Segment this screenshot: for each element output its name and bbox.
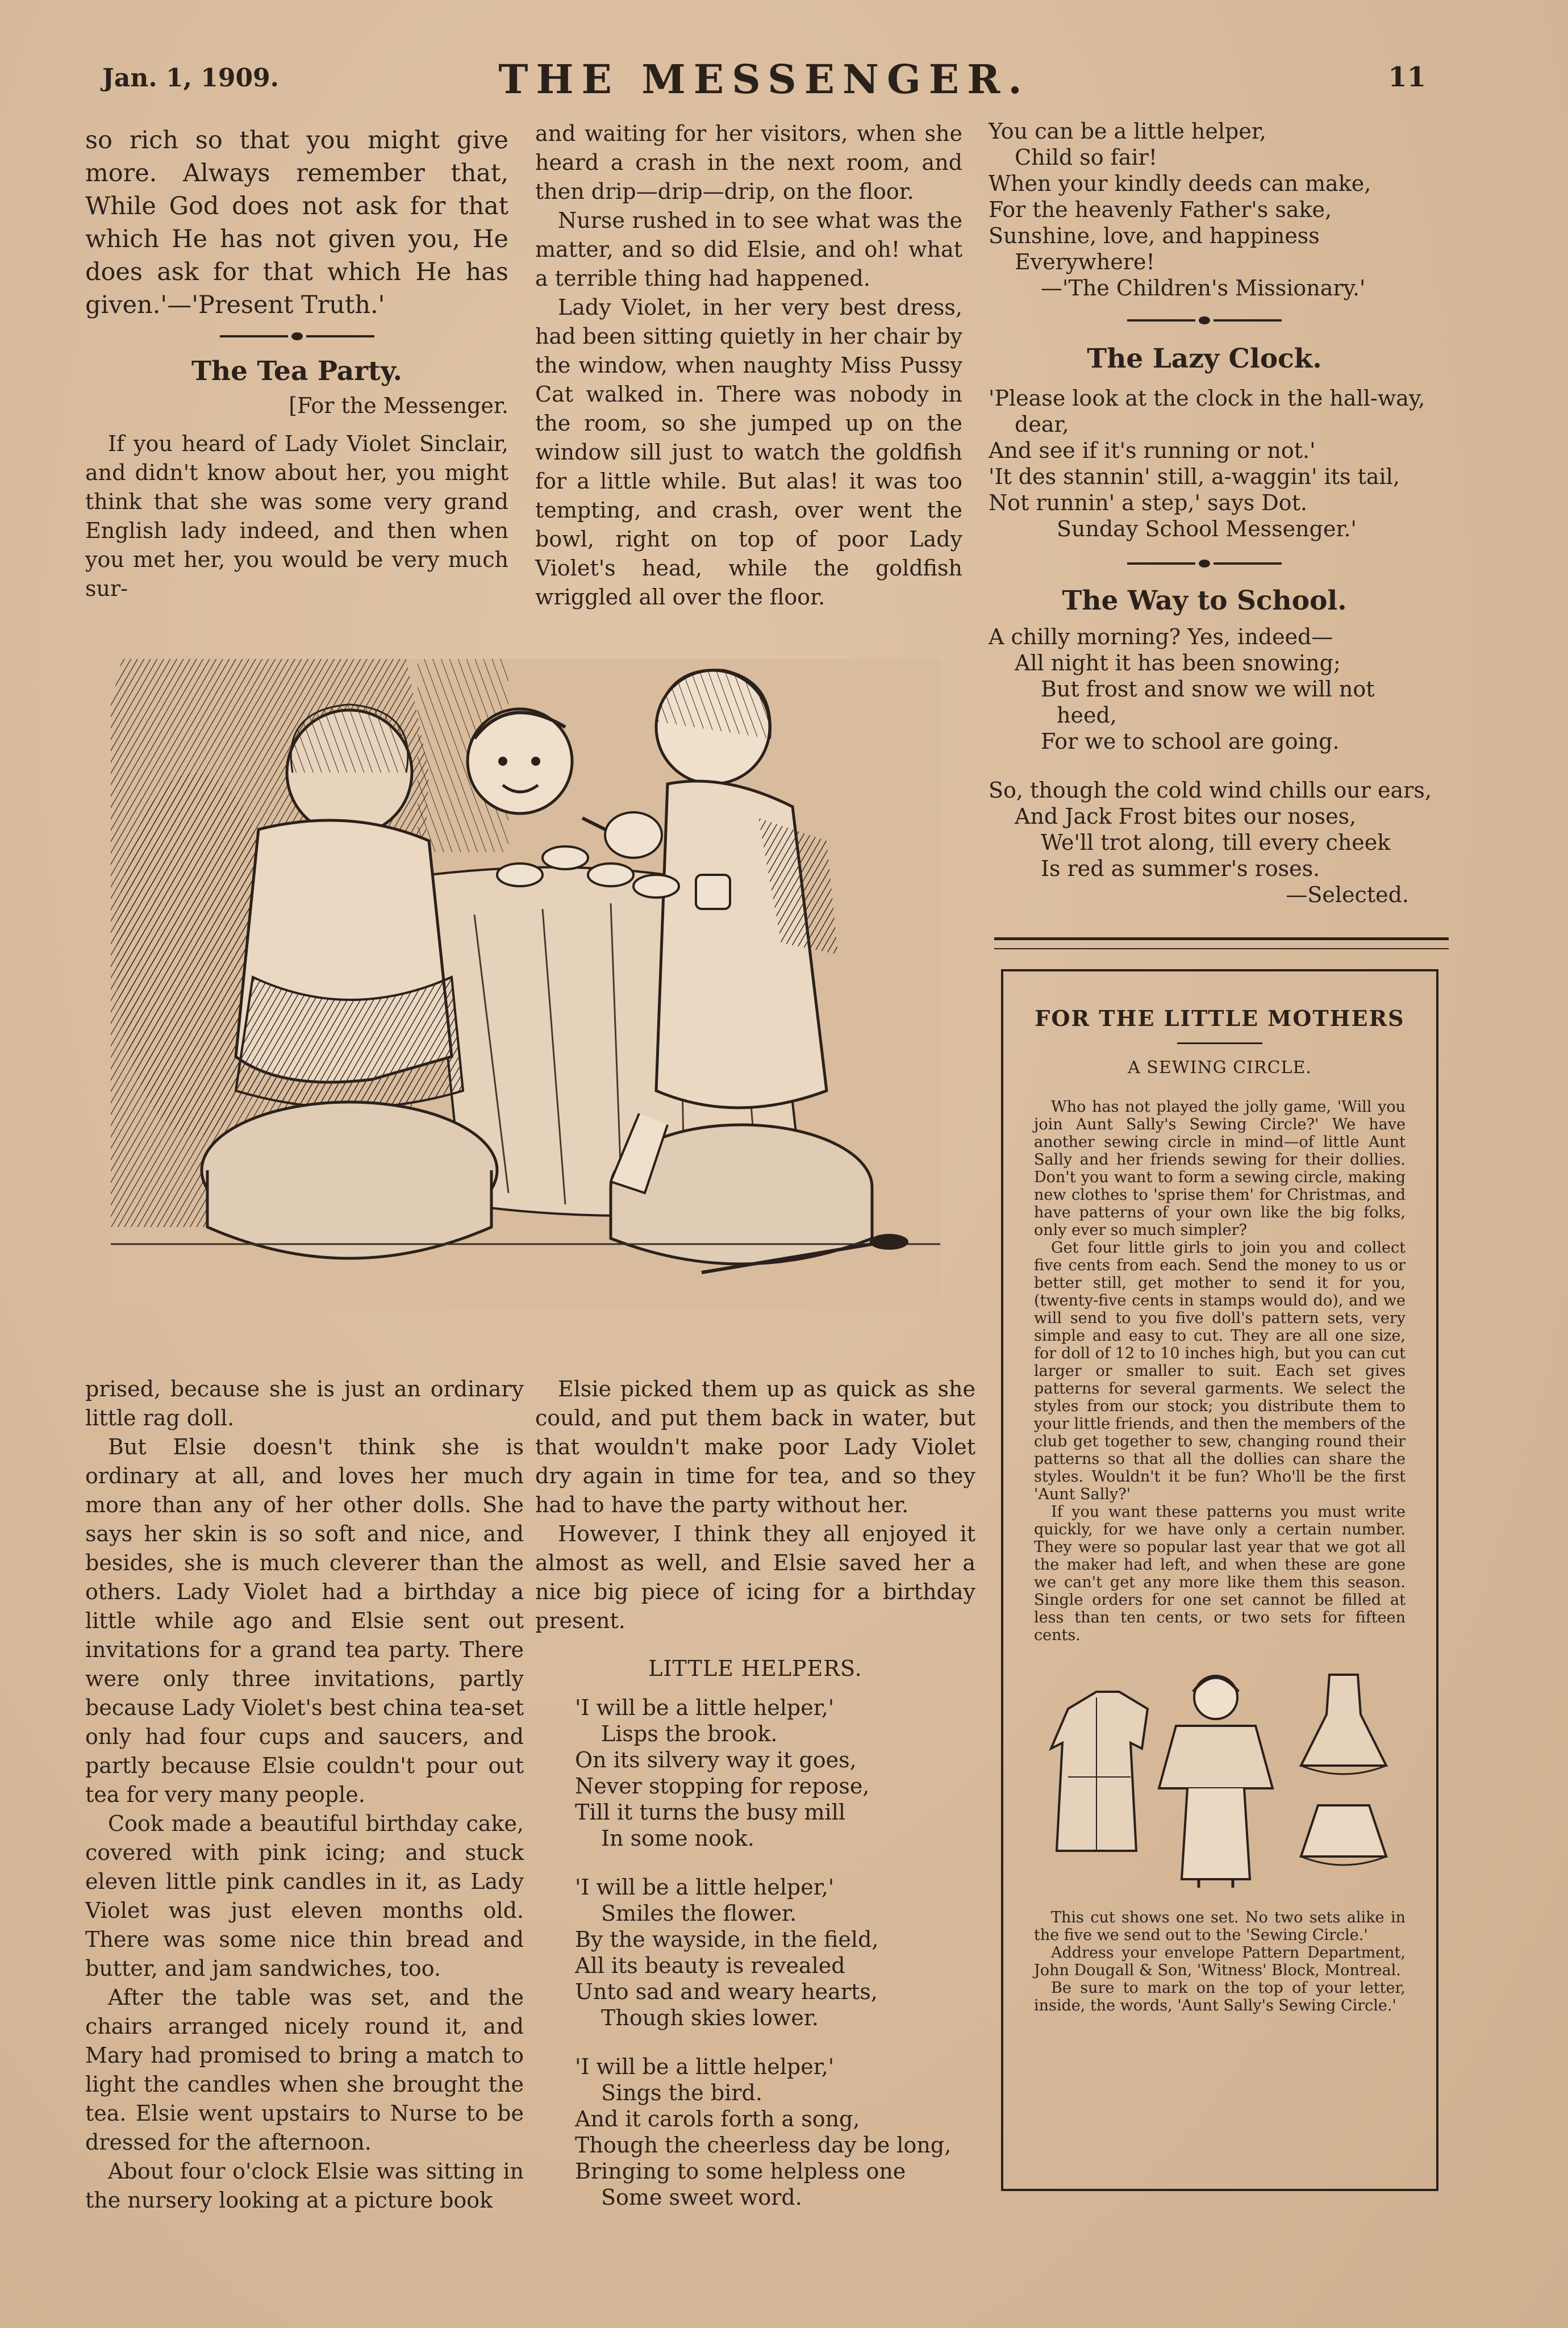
verse-line: When your kindly deeds can make, (989, 171, 1371, 196)
ornament-divider (989, 552, 1420, 575)
verse-line: Everywhere! (1015, 249, 1155, 274)
story-paragraph: But Elsie doesn't think she is ordinary at all, and loves her much more than any of her other dolls. She says her skin is so soft and nice, and besides, she is much cleverer than the others. Lady Violet had a birthday a little while ago and Elsie sent out invitations for a grand tea party. There were only three invitations, partly because Lady Violet's best china tea-set only had four cups and saucers, and partly because Elsie couldn't pour out tea for very many people. (85, 1434, 524, 1807)
box-paragraph: Who has not played the jolly game, 'Will you join Aunt Sally's Sewing Circle?' We have another sewing circle in mind—of little Aunt Sally and her friends sewing for their dollies. Don't you want to form a sewing circle, making new clothes to 'sprise them' for Christmas, and have patterns of your own like the big folks, only ever so much simpler? (1034, 1098, 1406, 1239)
box-paragraph: Be sure to mark on the top of your letter, inside, the words, 'Aunt Sally's Sewing Circle.' (1034, 1979, 1406, 2014)
article-intro: so rich so that you might give more. Always remember that, While God does not ask for that which He has not given you, He does ask for that which He has given.'—'Present Truth.' (85, 126, 508, 319)
way-to-school-title: The Way to School. (1062, 585, 1347, 616)
verse-attribution: Sunday School Messenger.' (1057, 516, 1357, 541)
verse-line: Smiles the flower. (601, 1901, 797, 1926)
verse-line: Is red as summer's roses. (1041, 856, 1320, 881)
verse-line: 'Please look at the clock in the hall-way, (989, 386, 1425, 411)
story-paragraph: prised, because she is just an ordinary little rag doll. (85, 1376, 524, 1430)
story-paragraph: Elsie picked them up as quick as she could, and put them back in water, but that wouldn't make poor Lady Violet dry again in time for tea, and so they had to have the party without her. (535, 1376, 975, 1517)
story-byline: [For the Messenger. (289, 393, 508, 418)
verse-line: 'I will be a little helper,' (575, 1695, 835, 1720)
verse-line: 'It des stannin' still, a-waggin' its tail, (989, 464, 1400, 489)
verse-line: And see if it's running or not.' (989, 438, 1316, 463)
box-subtitle: A SEWING CIRCLE. (1128, 1058, 1312, 1078)
lazy-clock-title: The Lazy Clock. (1087, 343, 1322, 374)
box-divider (1177, 1042, 1262, 1044)
tea-party-illustration (111, 659, 940, 1309)
verse-line: Bringing to some helpless one (575, 2159, 906, 2184)
issue-date: Jan. 1, 1909. (102, 64, 279, 93)
verse-line: 'I will be a little helper,' (575, 1875, 835, 1900)
verse-line: Though the cheerless day be long, (575, 2133, 952, 2158)
verse-line: All night it has been snowing; (1015, 650, 1341, 675)
verse-line: And it carols forth a song, (575, 2106, 860, 2131)
poem-continuation (989, 118, 1420, 301)
box-paragraph: If you want these patterns you must write quickly, for we have only a certain number. They were so popular last year that we got all the maker had left, and when these are gone we can't get any more like them this season. Single orders for one set cannot be filled at less than ten cents, or two sets for fifteen cents. (1034, 1503, 1406, 1644)
story-paragraph: If you heard of Lady Violet Sinclair, and didn't know about her, you might think that she was some very grand English lady indeed, and then when you met her, you would be very much sur- (85, 431, 508, 601)
box-paragraph: This cut shows one set. No two sets alike in the five we send out to the 'Sewing Circle.' (1034, 1909, 1406, 1944)
children-tea-party-engraving (111, 659, 940, 1309)
ornament-divider (85, 325, 508, 348)
column-2-bottom (535, 1375, 975, 2210)
verse-line: All its beauty is revealed (575, 1953, 845, 1978)
verse-line: For we to school are going. (1041, 729, 1340, 754)
page-header (102, 56, 1426, 107)
verse-attribution: —'The Children's Missionary.' (1041, 276, 1366, 301)
doll-pattern-illustration (1034, 1663, 1406, 1891)
story-paragraph: After the table was set, and the chairs arranged nicely round it, and Mary had promised to bring a match to light the candles when she brought the tea. Elsie went upstairs to Nurse to be dressed for the afternoon. (85, 1985, 524, 2155)
verse-line: We'll trot along, till every cheek (1041, 830, 1391, 855)
story-paragraph: and waiting for her visitors, when she heard a crash in the next room, and then drip—drip—drip, on the floor. (535, 121, 962, 204)
column-3 (989, 118, 1432, 908)
verse-line: Not runnin' a step,' says Dot. (989, 490, 1308, 515)
verse-line: Unto sad and weary hearts, (575, 1979, 878, 2004)
verse-line: You can be a little helper, (989, 119, 1266, 144)
verse-line: Sunshine, love, and happiness (989, 223, 1320, 248)
box-paragraph: Get four little girls to join you and collect five cents from each. Send the money to us or better still, get mother to send it for you, (twenty-five cents in stamps would do), and we will send to you five doll's pattern sets, very simple and easy to cut. They are all one size, for doll of 12 to 10 inches high, but you can cut larger or smaller to suit. Each set gives patterns for several garments. We select the styles from our stock; you distribute them to your little friends, and then the members of the club get together to sew, changing round their patterns so that all the dollies can share the styles. Wouldn't it be fun? Who'll be the first 'Aunt Sally?' (1034, 1239, 1406, 1503)
verse-line: On its silvery way it goes, (575, 1747, 857, 1772)
masthead-title: THE MESSENGER. (498, 56, 1030, 103)
story-paragraph: Lady Violet, in her very best dress, had been sitting quietly in her chair by the window, when naughty Miss Pussy Cat walked in. There was nobody in the room, so she jumped up on the window sill just to watch the goldfish for a little while. But alas! it was too tempting, and crash, over went the bowl, right on top of poor Lady Violet's head, while the goldfish wriggled all over the floor. (535, 295, 962, 610)
verse-line: By the wayside, in the field, (575, 1927, 879, 1952)
verse-line: And Jack Frost bites our noses, (1015, 804, 1357, 829)
poem-title: LITTLE HELPERS. (648, 1656, 862, 1681)
verse-line: Some sweet word. (601, 2185, 802, 2210)
little-helpers-poem (535, 1695, 975, 2210)
verse-line: Never stopping for repose, (575, 1774, 870, 1799)
verse-line: Child so fair! (1015, 145, 1158, 170)
verse-line: heed, (1057, 703, 1117, 728)
ornament-divider (989, 309, 1420, 332)
column-1-top (85, 124, 508, 603)
story-paragraph: Cook made a beautiful birthday cake, covered with pink icing; and stuck eleven little pink candles in it, as Lady Violet was just eleven months old. There was some nice thin bread and butter, and jam sandwiches, too. (85, 1811, 524, 1981)
column-2-top (535, 119, 962, 612)
way-to-school-poem (989, 624, 1432, 908)
story-paragraph: Nurse rushed in to see what was the matter, and so did Elsie, and oh! what a terrible thing had happened. (535, 208, 962, 291)
box-title: FOR THE LITTLE MOTHERS (1035, 1006, 1405, 1031)
verse-attribution: —Selected. (1286, 882, 1409, 907)
verse-line: In some nook. (601, 1826, 754, 1851)
lazy-clock-poem (989, 385, 1425, 542)
story-paragraph: About four o'clock Elsie was sitting in the nursery looking at a picture book (85, 2159, 524, 2213)
column-rule (994, 937, 1449, 949)
verse-line: Though skies lower. (601, 2005, 819, 2030)
story-title: The Tea Party. (191, 356, 402, 387)
verse-line: A chilly morning? Yes, indeed— (989, 624, 1333, 649)
column-1-bottom (85, 1375, 524, 2215)
verse-line: So, though the cold wind chills our ears, (989, 778, 1432, 803)
verse-line: dear, (1015, 412, 1069, 437)
verse-line: 'I will be a little helper,' (575, 2054, 835, 2079)
box-paragraph: Address your envelope Pattern Department, John Dougall & Son, 'Witness' Block, Montreal. (1034, 1944, 1406, 1979)
page-number: 11 (1388, 61, 1426, 93)
verse-line: Lisps the brook. (601, 1721, 778, 1746)
sewing-circle-box (1001, 969, 1438, 2191)
verse-line: Sings the bird. (601, 2080, 762, 2105)
verse-line: But frost and snow we will not (1041, 677, 1375, 702)
verse-line: For the heavenly Father's sake, (989, 197, 1332, 222)
story-paragraph: However, I think they all enjoyed it almost as well, and Elsie saved her a nice big piece of icing for a birthday present. (535, 1521, 975, 1633)
verse-line: Till it turns the busy mill (575, 1800, 846, 1825)
